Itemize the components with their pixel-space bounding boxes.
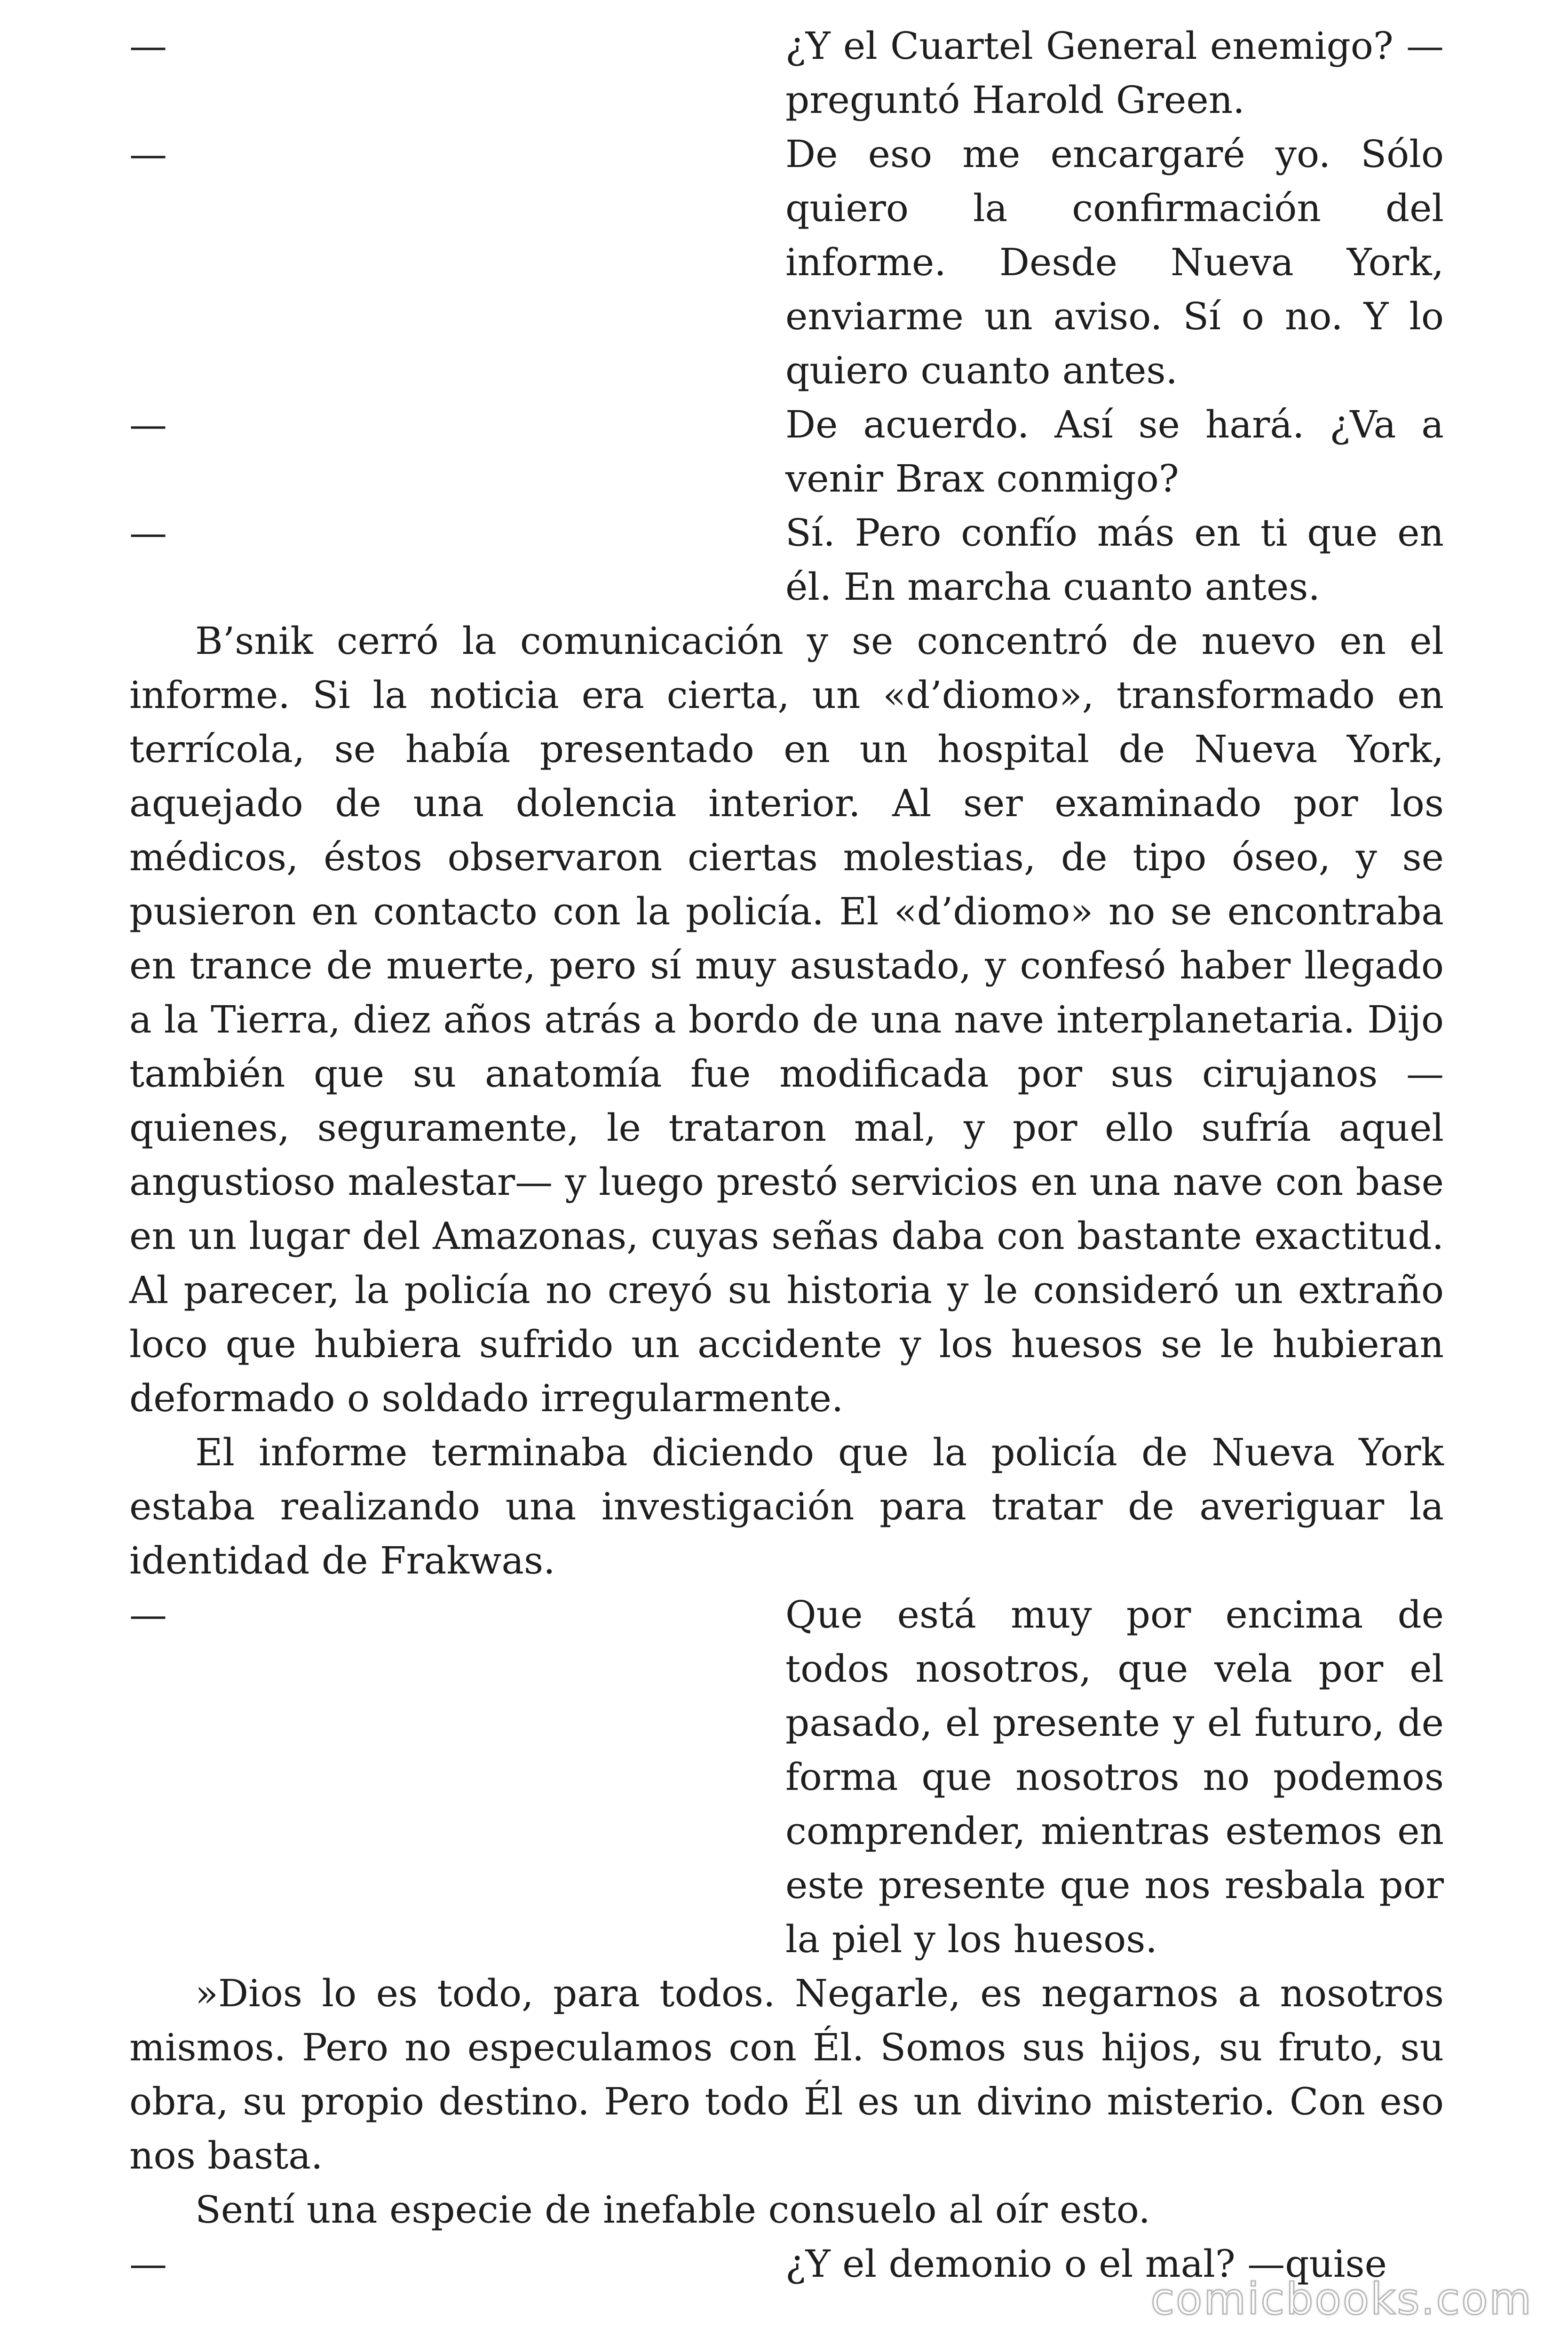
- paragraph: B’snik cerró la comunicación y se concentró de nuevo en el informe. Si la noticia era cierta, un «d’diomo», transformado en terrícola, se había presentado en un hospital de Nueva York, aquejado de una dolencia interior. Al ser examinado por los médicos, éstos observaron ciertas molestias, de tipo óseo, y se pusieron en contacto con la policía. El «d’diomo» no se encontraba en trance de muerte, pero sí muy asustado, y confesó haber llegado a la Tierra, diez años atrás a bordo de una nave interplanetaria. Dijo también que su anatomía fue modificada por sus cirujanos —quienes, seguramente, le trataron mal, y por ello sufría aquel angustioso malestar— y luego prestó servicios en una nave con base en un lugar del Amazonas, cuyas señas daba con bastante exactitud. Al parecer, la policía no creyó su historia y le consideró un extraño loco que hubiera sufrido un accidente y los huesos se le hubieran deformado o soldado irregularmente.: [129, 619, 1444, 1420]
- dialogue-text: Sí. Pero confío más en ti que en él. En marcha cuanto antes.: [785, 511, 1444, 609]
- paragraph: Sentí una especie de inefable consuelo al oír esto.: [195, 2188, 1150, 2232]
- dialogue-line: [129, 506, 1444, 614]
- dialogue-line: [129, 127, 1444, 397]
- paragraph: El informe terminaba diciendo que la policía de Nueva York estaba realizando una investigación para tratar de averiguar la identidad de Frakwas.: [129, 1430, 1444, 1582]
- dialogue-text: Que está muy por encima de todos nosotros, que vela por el pasado, el presente y el futuro, de forma que nosotros no podemos comprender, mientras estemos en este presente que nos resbala por la piel y los huesos.: [785, 1593, 1444, 1961]
- dialogue-dash: —: [129, 511, 167, 555]
- dialogue-text: ¿Y el Cuartel General enemigo? —preguntó Harold Green.: [785, 24, 1444, 122]
- dialogue-text: De eso me encargaré yo. Sólo quiero la confirmación del informe. Desde Nueva York, enviarme un aviso. Sí o no. Y lo quiero cuanto antes.: [785, 132, 1444, 392]
- dialogue-text: ¿Y el demonio o el mal? —quise: [785, 2242, 1387, 2286]
- dialogue-dash: —: [129, 2242, 167, 2286]
- paragraph: »Dios lo es todo, para todos. Negarle, es negarnos a nosotros mismos. Pero no especulamos con Él. Somos sus hijos, su fruto, su obra, su propio destino. Pero todo Él es un divino misterio. Con eso nos basta.: [129, 1971, 1444, 2177]
- dialogue-dash: —: [129, 132, 167, 176]
- watermark: comicbooks.com: [1150, 2274, 1533, 2324]
- dialogue-line: [129, 19, 1444, 127]
- dialogue-dash: —: [129, 24, 167, 68]
- dialogue-dash: —: [129, 403, 167, 446]
- dialogue-line: [129, 1588, 1444, 1966]
- dialogue-line: [129, 397, 1444, 506]
- dialogue-text: De acuerdo. Así se hará. ¿Va a venir Brax conmigo?: [785, 403, 1444, 501]
- dialogue-dash: —: [129, 1593, 167, 1637]
- page-text: [129, 19, 1444, 2291]
